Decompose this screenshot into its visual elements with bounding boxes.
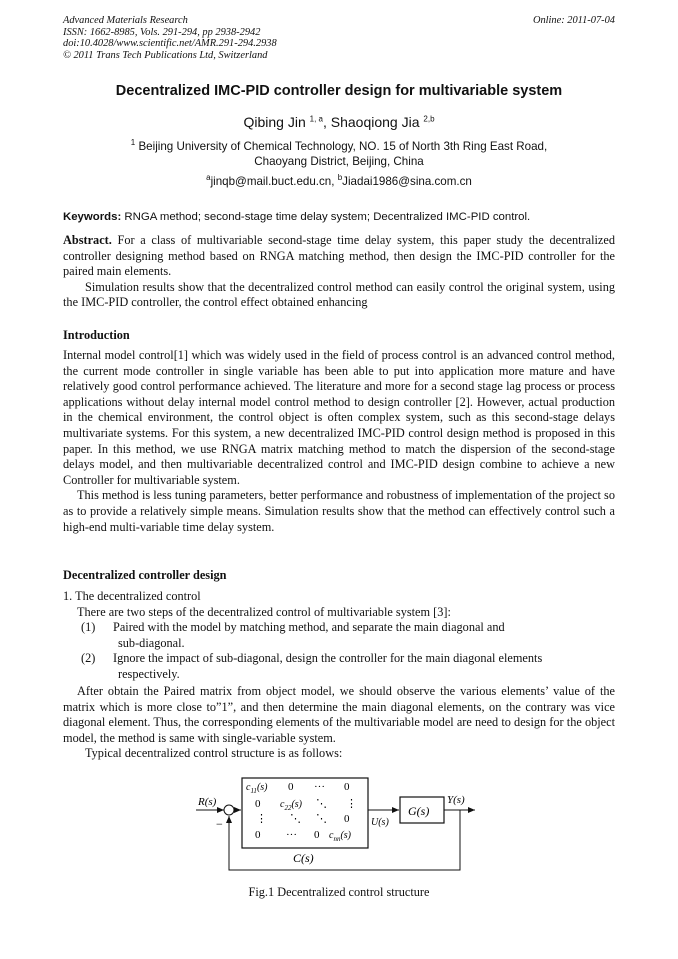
design-typical-line: Typical decentralized control structure is as follows: <box>85 746 343 761</box>
affiliation-line-2: Chaoyang District, Beijing, China <box>254 155 424 168</box>
journal-issn: ISSN: 1662-8985, Vols. 291-294, pp 2938-2942 <box>63 26 261 38</box>
design-paragraph: After obtain the Paired matrix from object model, we should observe the various elements’ value of the matrix which is more close to”1”, and then determine the main diagonal elements, on the contrary was vice diagonal element. Thus, the corresponding elements of the multivariable model are need to design for the object model, the method is same with single-variable system. <box>63 684 615 745</box>
matrix-zero: 0 <box>344 781 350 793</box>
keywords <box>63 211 623 223</box>
matrix-ddots: ⋱ <box>316 813 327 825</box>
matrix-zero: 0 <box>255 829 261 841</box>
list-item-line-2: sub-diagonal. <box>118 635 185 650</box>
email-a-sup: a <box>206 173 211 183</box>
affiliation <box>80 139 598 169</box>
author-emails <box>40 175 638 188</box>
journal-name: Advanced Materials Research <box>63 15 188 26</box>
author-1: Qibing Jin <box>243 114 306 130</box>
author-2-sup: 2,b <box>423 114 435 124</box>
matrix-ddots: ⋱ <box>290 813 301 825</box>
abstract-paragraph-2: Simulation results show that the decentralized control method can easily control the original system, using the IMC-PID controller, the control effect obtained enhancing <box>63 279 615 310</box>
author-separator: , <box>322 114 327 130</box>
matrix-c11: $c_{11}(s)$ <box>246 782 268 795</box>
control-signal-label: U(s) <box>371 817 389 828</box>
matrix-ddots: ⋱ <box>316 798 327 810</box>
list-item-line-1: Ignore the impact of sub-diagonal, design the controller for the main diagonal elements <box>113 651 543 666</box>
decentralized-control-diagram <box>0 770 678 880</box>
matrix-zero: 0 <box>314 829 320 841</box>
journal-copyright: © 2011 Trans Tech Publications Ltd, Switzerland <box>63 49 268 61</box>
affiliation-sup: 1 <box>130 138 136 148</box>
matrix-zero: 0 <box>288 781 294 793</box>
affiliation-line-1: Beijing University of Chemical Technology, NO. 15 of North 3th Ring East Road, <box>138 140 548 153</box>
design-heading: Decentralized controller design <box>63 568 227 582</box>
online-date: Online: 2011-07-04 <box>532 15 615 26</box>
summing-junction <box>224 805 234 815</box>
email-a[interactable]: jinqb@mail.buct.edu.cn, <box>210 175 335 188</box>
minus-sign: − <box>216 817 223 831</box>
output-label: Y(s) <box>447 794 465 806</box>
author-1-sup: 1, a <box>309 114 323 124</box>
abstract-text-1: For a class of multivariable second-stage time delay system, this paper study the decentralized controller designing method based on RNGA matching method, then design the IMC-PID controller for the paired main elements. <box>63 233 615 279</box>
matrix-zero: 0 <box>344 813 350 825</box>
matrix-hdots: ··· <box>314 781 325 793</box>
email-b-sup: b <box>337 173 343 183</box>
matrix-cnn: $c_{nn}(s)$ <box>329 830 352 843</box>
plant-label: G(s) <box>408 804 430 818</box>
list-item-line-2: respectively. <box>118 666 180 681</box>
introduction-heading: Introduction <box>63 328 130 342</box>
paper-title: Decentralized IMC-PID controller design for multivariable system <box>115 83 563 99</box>
abstract-paragraph-1 <box>63 233 615 280</box>
author-line <box>40 114 638 130</box>
introduction-paragraph-2: This method is less tuning parameters, better performance and robustness of implementation of the project so as to provide a relatively simple means. Simulation results show that the method can effectively control such a high-end multi-variable time delay system. <box>63 488 615 534</box>
matrix-vdots: ⋮ <box>256 813 267 825</box>
design-steps-intro: There are two steps of the decentralized control of multivariable system [3]: <box>77 604 451 619</box>
design-subheading: 1. The decentralized control <box>63 589 201 603</box>
design-section <box>63 589 615 683</box>
list-item-number: (2) <box>81 651 96 666</box>
abstract <box>63 233 615 311</box>
email-b[interactable]: Jiadai1986@sina.com.cn <box>342 175 472 188</box>
keywords-label: Keywords: <box>63 211 122 223</box>
introduction-paragraph-1: Internal model control[1] which was widely used in the field of process control is an advanced control method, the current mode controller in single variable has been able to put into application more mature and have relatively good control performance achieved. The literature and more for a second stage lag process or process applications without delay internal model control method to design controller [2]. However, actual production in the chemical environment, the control object is often complex system, such as this second-stage delays multivariate systems. For this system, a new decentralized IMC-PID control design method is proposed in this paper. In this method, we use RNGA matrix matching method to match the dispersion of the second-stage delays model, and then multivariable decentralized control and IMC-PID design combine to achieve a new Controller for multivariable system. <box>63 348 615 487</box>
introduction-body <box>63 348 615 535</box>
journal-header <box>63 15 615 61</box>
matrix-vdots: ⋮ <box>346 798 357 810</box>
matrix-c22: $c_{22}(s)$ <box>280 799 303 812</box>
reference-label: R(s) <box>198 796 217 808</box>
list-item-line-1: Paired with the model by matching method, and separate the main diagonal and <box>113 620 505 635</box>
author-2: Shaoqiong Jia <box>330 114 420 130</box>
list-item <box>63 651 615 682</box>
figure-caption: Fig.1 Decentralized control structure <box>248 885 430 899</box>
list-item <box>63 620 615 651</box>
controller-label: C(s) <box>293 851 314 865</box>
matrix-hdots: ··· <box>286 829 297 841</box>
matrix-zero: 0 <box>255 798 261 810</box>
keywords-text: RNGA method; second-stage time delay system; Decentralized IMC-PID control. <box>124 211 531 223</box>
journal-doi: doi:10.4028/www.scientific.net/AMR.291-294.2938 <box>63 38 277 50</box>
abstract-label: Abstract. <box>63 233 112 247</box>
design-body <box>63 684 615 762</box>
list-item-number: (1) <box>81 620 96 635</box>
